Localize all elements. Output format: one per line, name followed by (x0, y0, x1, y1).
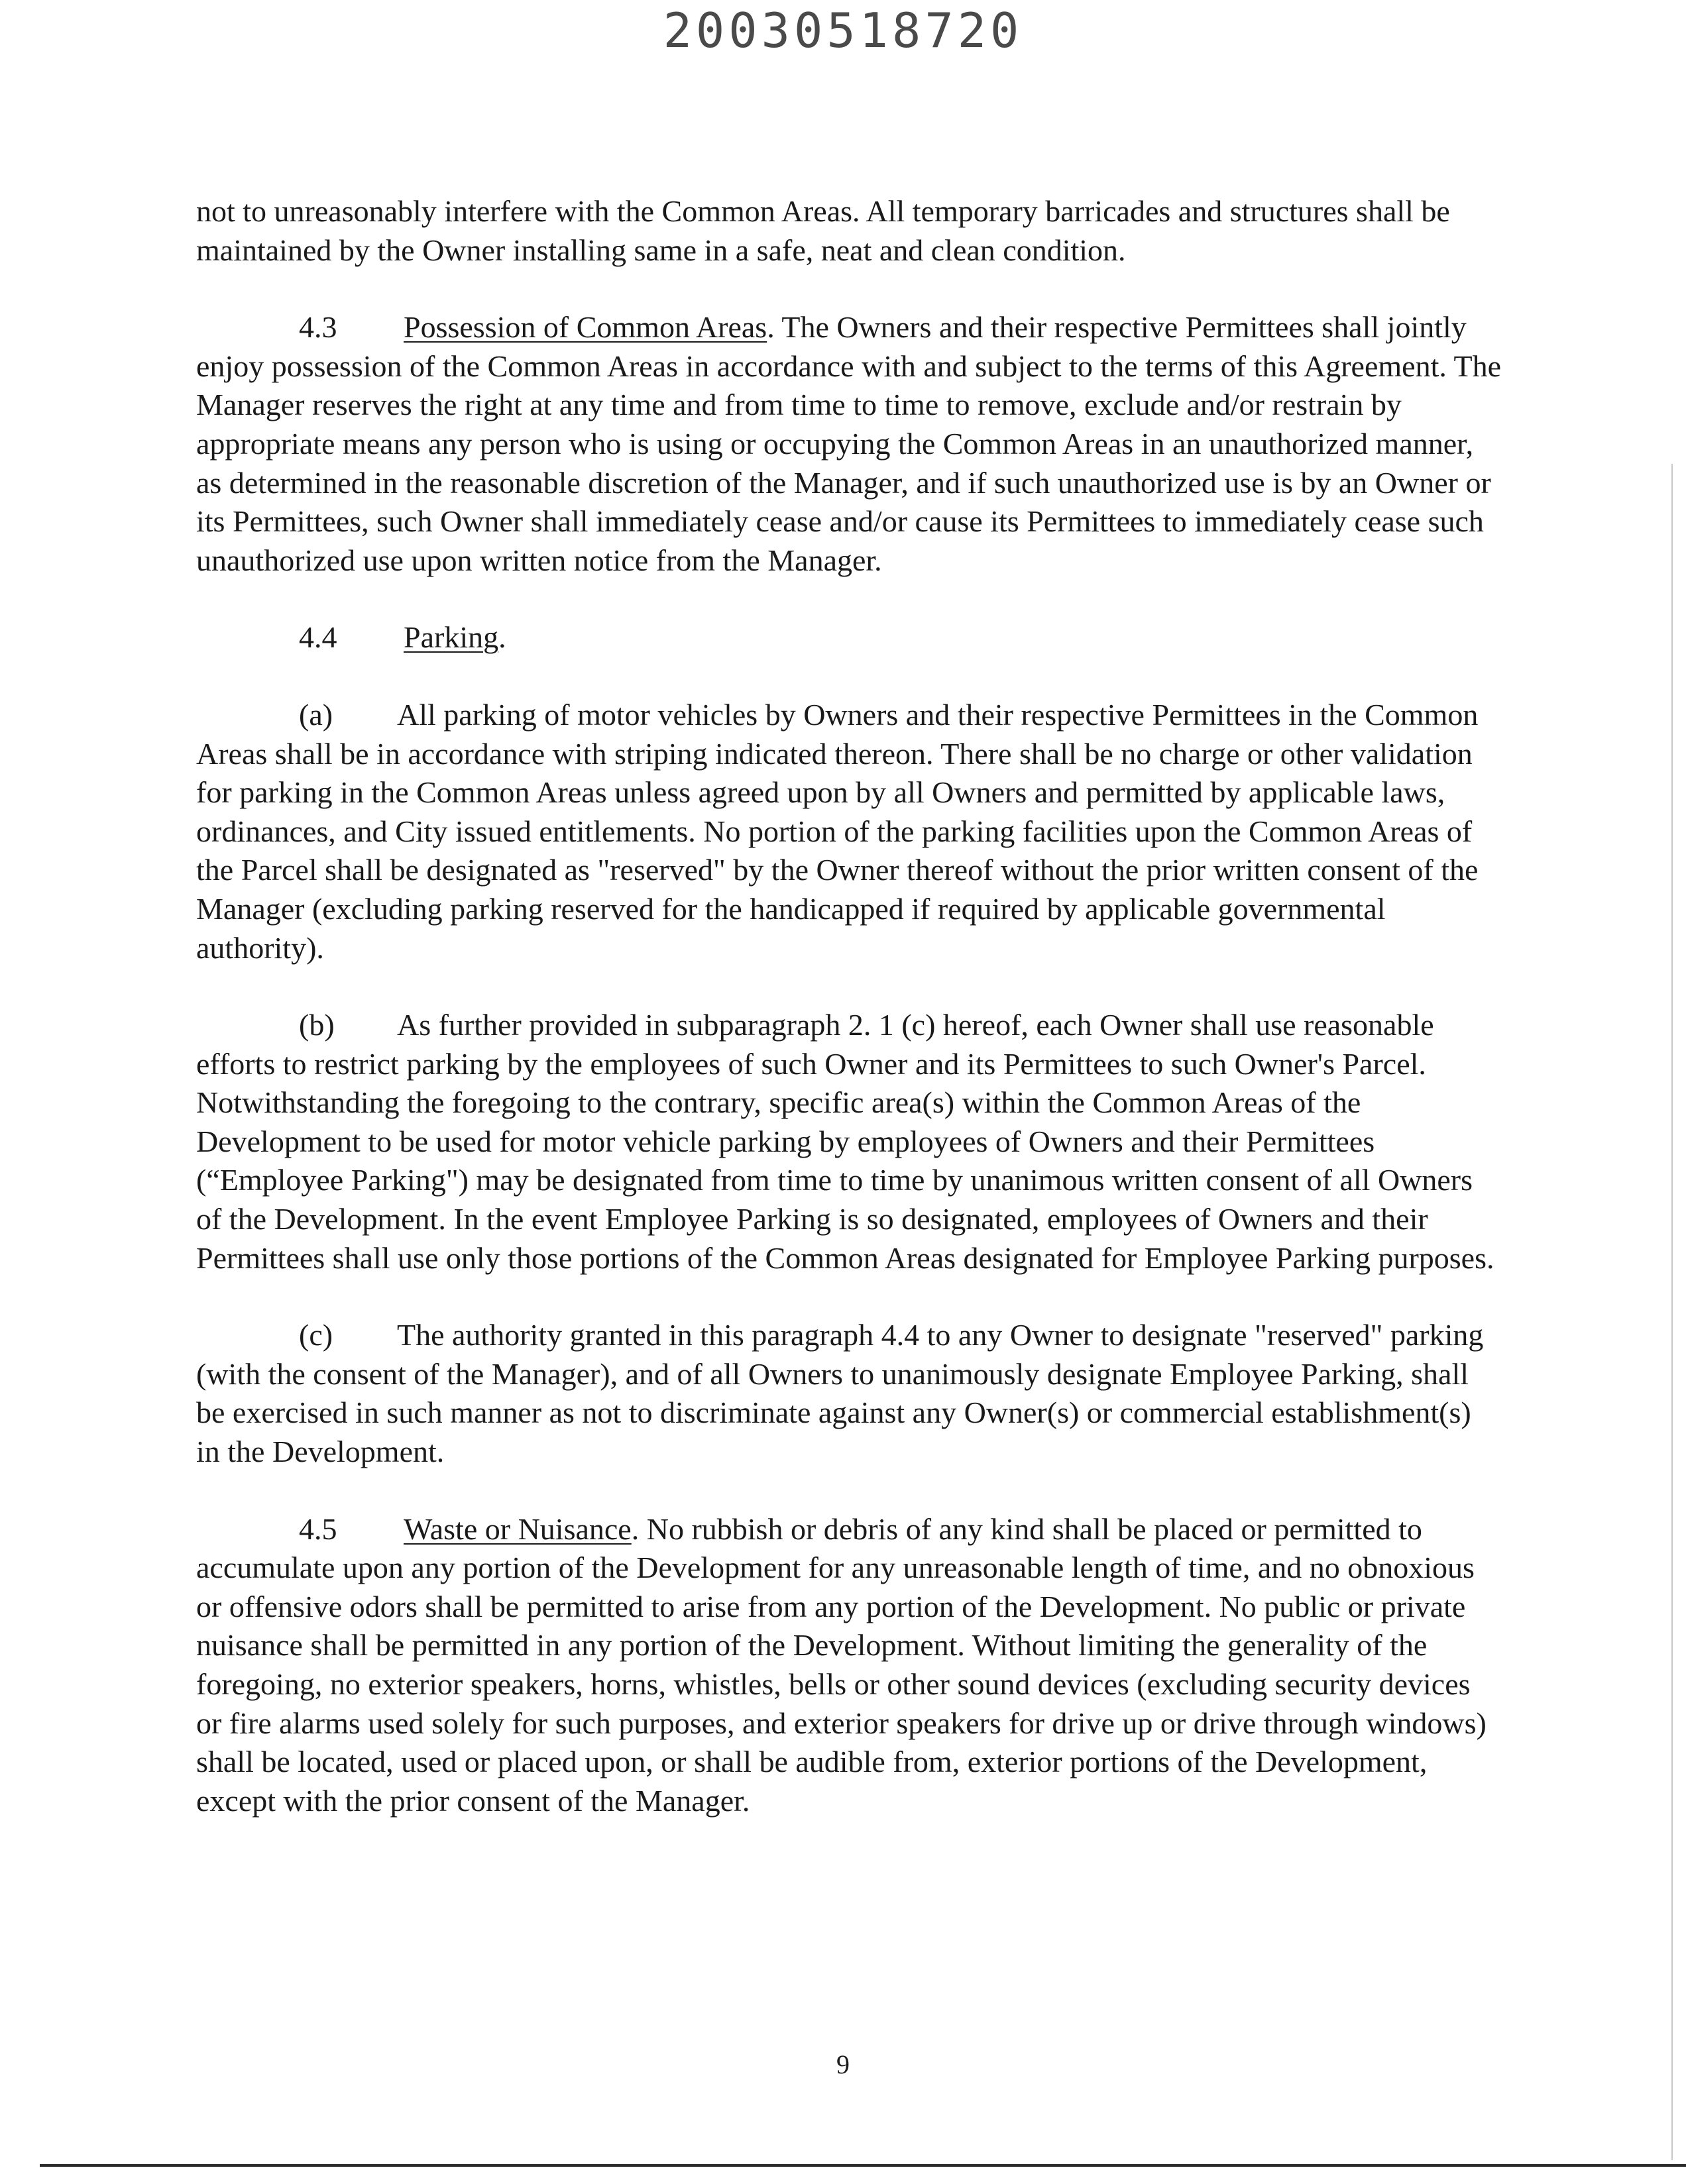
section-number: 4.5 (299, 1511, 337, 1546)
section-heading: Possession of Common Areas (404, 310, 767, 345)
subsection-text: All parking of motor vehicles by Owners and their respective Permittees in the Common Areas shall be in accordance with striping indicated thereon. There shall be no charge or other validation for parking in the Common Areas unless agreed upon by all Owners and permitted by applicable laws, ordinances, and City issued entitlements. No portion of the parking facilities upon the Common Areas of the Parcel shall be designated as "reserved" by the Owner thereof without the prior written consent of the Manager (excluding parking reserved for the handicapped if required by applicable governmental authority). (196, 697, 1479, 965)
section-4-5 (196, 1510, 1502, 1821)
section-number: 4.3 (299, 310, 337, 345)
section-heading: Parking (404, 620, 499, 655)
section-heading: Waste or Nuisance (404, 1511, 632, 1546)
section-4-4 (196, 618, 1502, 657)
document-number: 20030518720 (663, 3, 1023, 58)
page-number: 9 (836, 2049, 850, 2079)
subsection-label: (c) (299, 1318, 333, 1352)
paragraph-continuation (196, 192, 1502, 270)
subsection-4-4-b (196, 1006, 1502, 1278)
scan-edge-mark (1671, 464, 1673, 2160)
section-number: 4.4 (299, 620, 337, 655)
scan-bottom-rule (40, 2164, 1686, 2167)
subsection-text: As further provided in subparagraph 2. 1 (c) hereof, each Owner shall use reasonable efforts to restrict parking by the employees of such Owner and its Permittees to such Owner's Parcel. Notwithstanding the foregoing to the contrary, specific area(s) within the Common Areas of the Development to be used for motor vehicle parking by employees of Owners and their Permittees (“Employee Parking") may be designated from time to time by unanimous written consent of all Owners of the Development. In the event Employee Parking is so designated, employees of Owners and their Permittees shall use only those portions of the Common Areas designated for Employee Parking purposes. (196, 1008, 1494, 1275)
subsection-label: (a) (299, 697, 333, 732)
section-4-3 (196, 308, 1502, 580)
subsection-4-4-c (196, 1316, 1502, 1471)
paragraph-text: not to unreasonably interfere with the Common Areas. All temporary barricades and structures shall be maintained by the Owner installing same in a safe, neat and clean condition. (196, 194, 1450, 267)
subsection-4-4-a (196, 696, 1502, 967)
subsection-label: (b) (299, 1008, 335, 1042)
section-text: . (498, 620, 506, 655)
section-text: . No rubbish or debris of any kind shall be placed or permitted to accumulate upon any portion of the Development for any unreasonable length of time, and no obnoxious or offensive odors shall be permitted to arise from any portion of the Development. No public or private nuisance shall be permitted in any portion of the Development. Without limiting the generality of the foregoing, no exterior speakers, horns, whistles, bells or other sound devices (excluding security devices or fire alarms used solely for such purposes, and exterior speakers for drive up or drive through windows) shall be located, used or placed upon, or shall be audible from, exterior portions of the Development, except with the prior consent of the Manager. (196, 1511, 1487, 1818)
document-body (196, 192, 1502, 1859)
section-text: . The Owners and their respective Permittees shall jointly enjoy possession of the Common Areas in accordance with and subject to the terms of this Agreement. The Manager reserves the right at any time and from time to time to remove, exclude and/or restrain by appropriate means any person who is using or occupying the Common Areas in an unauthorized manner, as determined in the reasonable discretion of the Manager, and if such unauthorized use is by an Owner or its Permittees, such Owner shall immediately cease and/or cause its Permittees to immediately cease such unauthorized use upon written notice from the Manager. (196, 310, 1502, 577)
subsection-text: The authority granted in this paragraph 4.4 to any Owner to designate "reserved" parking (with the consent of the Manager), and of all Owners to unanimously designate Employee Parking, shall be exercised in such manner as not to discriminate against any Owner(s) or commercial establishment(s) in the Development. (196, 1318, 1484, 1469)
